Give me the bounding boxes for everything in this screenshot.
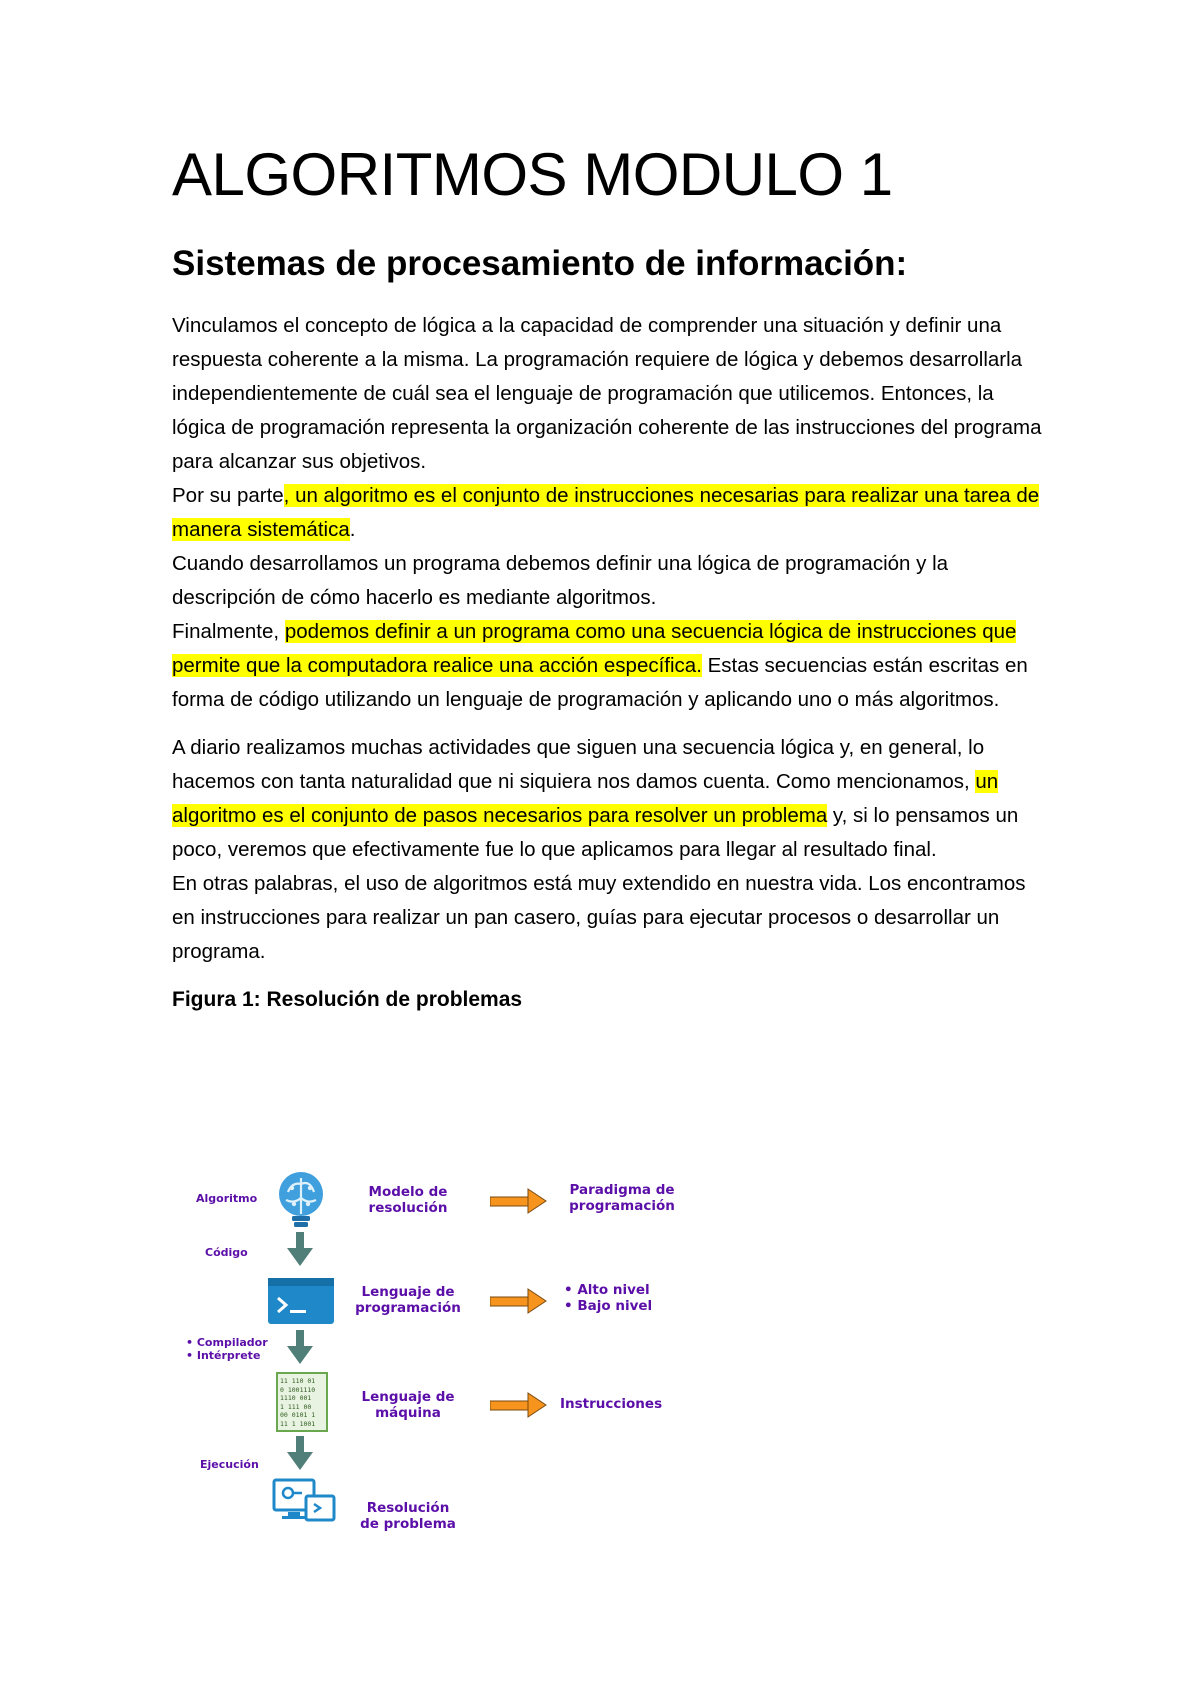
binary-file-icon [276, 1372, 328, 1432]
row2-middle-line1: Lenguaje de [361, 1284, 455, 1300]
p1-sentence-4a: Finalmente, [172, 620, 285, 643]
row1-middle-line1: Modelo de [368, 1184, 448, 1200]
p1-sentence-2c: . [349, 518, 356, 541]
p2-sentence-1c: y, si lo pensamos un poco, veremos que efectivamente fue lo que aplicamos para llegar al resultado final. [172, 804, 1019, 861]
row1-right-line2: programación [569, 1198, 675, 1214]
row3-middle-line1: Lenguaje de [361, 1389, 455, 1405]
computer-screens-icon [272, 1478, 336, 1528]
side-label-codigo: Código [205, 1246, 248, 1259]
paragraph-1 [172, 309, 1052, 717]
problem-solving-diagram [172, 1160, 732, 1560]
binary-line: 00 0101 1 [280, 1411, 316, 1419]
p1-sentence-4c: Estas secuencias están escritas en forma de código utilizando un lenguaje de programación y aplicando uno o más algoritmos. [172, 654, 1028, 711]
row3-right-label: Instrucciones [560, 1396, 663, 1412]
row1-right-label [554, 1182, 690, 1214]
highlight-algorithm-definition: , un algoritmo es el conjunto de instrucciones necesarias para realizar una tarea de manera sistemática [172, 484, 1040, 541]
row4-middle-label [344, 1500, 472, 1532]
terminal-icon [268, 1278, 334, 1324]
row4-middle-line1: Resolución [366, 1500, 450, 1516]
row2-right-label [564, 1282, 684, 1314]
row1-right-line1: Paradigma de [569, 1182, 675, 1198]
p1-sentence-2a: Por su parte [172, 484, 284, 507]
highlight-program-definition: podemos definir a un programa como una secuencia lógica de instrucciones que permite que la computadora realice una acción específica. [172, 620, 1017, 677]
arrow-right-icon [490, 1288, 548, 1314]
arrow-down-icon [285, 1436, 315, 1472]
row1-middle-line2: resolución [368, 1200, 448, 1216]
binary-line: 0 1001110 [280, 1385, 316, 1394]
arrow-right-icon [490, 1392, 548, 1418]
row2-middle-label [340, 1284, 476, 1316]
arrow-right-icon [490, 1188, 548, 1214]
side-label-interprete: • Intérprete [186, 1349, 261, 1362]
figure-title: Figura 1: Resolución de problemas [172, 988, 523, 1011]
page-title: ALGORITMOS MODULO 1 [172, 141, 893, 208]
brain-bulb-icon [274, 1170, 328, 1230]
side-label-ejecucion: Ejecución [200, 1458, 259, 1471]
section-heading: Sistemas de procesamiento de información: [172, 244, 908, 283]
binary-line: 1110 001 [280, 1394, 312, 1402]
highlight-algorithm-steps: un algoritmo es el conjunto de pasos necesarios para resolver un problema [172, 770, 999, 827]
p1-sentence-1: Vinculamos el concepto de lógica a la capacidad de comprender una situación y definir una respuesta coherente a la misma. La programación requiere de lógica y debemos desarrollarla independientemente de cuál sea el lenguaje de programación que utilicemos. Entonces, la lógica de programación representa la organización coherente de las instrucciones del programa para alcanzar sus objetivos. [172, 314, 1042, 473]
row1-middle-label [348, 1184, 468, 1216]
binary-line: 11 110 01 [280, 1377, 316, 1385]
p2-sentence-1: A diario realizamos muchas actividades que siguen una secuencia lógica y, en general, lo hacemos con tanta naturalidad que ni siquiera nos damos cuenta. Como mencionamos, [172, 736, 985, 793]
row2-right-line1: • Alto nivel [564, 1282, 650, 1298]
binary-line: 11 1 1001 [280, 1419, 316, 1428]
paragraph-2 [172, 731, 1052, 969]
row2-middle-line2: programación [355, 1300, 461, 1316]
arrow-down-icon [285, 1232, 315, 1268]
arrow-down-icon [285, 1330, 315, 1366]
row3-middle-label [344, 1389, 472, 1421]
p2-sentence-2: En otras palabras, el uso de algoritmos está muy extendido en nuestra vida. Los encontramos en instrucciones para realizar un pan casero, guías para ejecutar procesos o desarrollar un programa. [172, 872, 1026, 963]
row4-middle-line2: de problema [360, 1516, 456, 1532]
document-page [172, 140, 1052, 1015]
row3-middle-line2: máquina [375, 1405, 441, 1421]
p1-sentence-3: Cuando desarrollamos un programa debemos definir una lógica de programación y la descripción de cómo hacerlo es mediante algoritmos. [172, 552, 949, 609]
side-label-algoritmo: Algoritmo [196, 1192, 258, 1205]
row2-right-line2: • Bajo nivel [564, 1298, 653, 1314]
side-label-compilador: • Compilador [186, 1336, 268, 1349]
binary-line: 1 111 00 [280, 1402, 312, 1411]
